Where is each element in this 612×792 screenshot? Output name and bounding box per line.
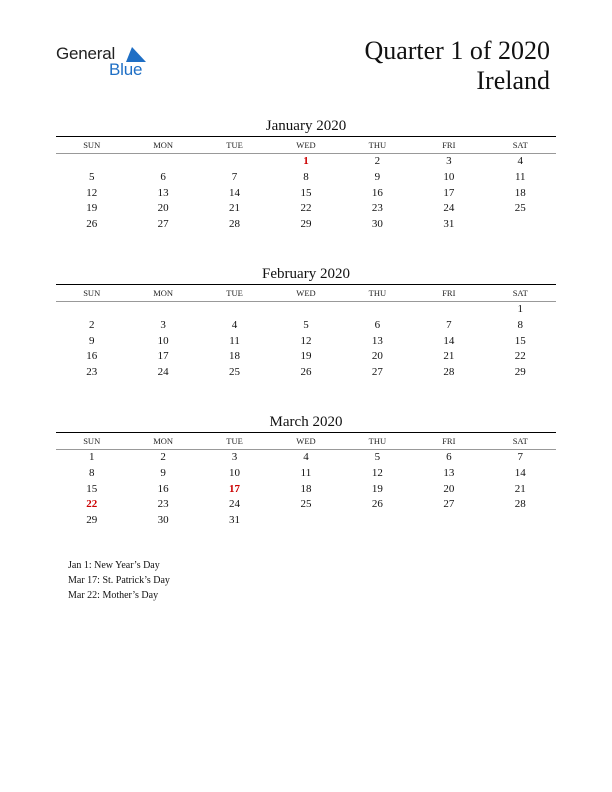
empty-day-cell xyxy=(413,513,484,529)
holiday-notes xyxy=(68,558,170,603)
weekday-header: WED xyxy=(270,285,341,302)
day-cell: 20 xyxy=(371,350,383,363)
day-cell: 28 xyxy=(229,218,241,231)
day-cell: 10 xyxy=(157,334,169,347)
day-cell: 2 xyxy=(88,318,95,331)
day-cell: 7 xyxy=(231,170,238,183)
day-cell: 18 xyxy=(300,482,312,495)
weekday-header: SUN xyxy=(56,433,127,450)
week-row xyxy=(56,482,556,498)
month-title: March 2020 xyxy=(269,414,343,430)
day-cell: 17 xyxy=(443,186,455,199)
week-row xyxy=(56,201,556,217)
weekday-header: THU xyxy=(342,433,413,450)
weekday-header: MON xyxy=(127,285,198,302)
day-cell: 9 xyxy=(160,466,166,479)
day-cell: 8 xyxy=(517,318,524,331)
day-cell: 24 xyxy=(157,366,169,379)
day-cell: 2 xyxy=(374,155,381,167)
weekday-header: THU xyxy=(342,137,413,154)
holiday-note: Mar 22: Mother’s Day xyxy=(68,590,159,601)
day-cell: 13 xyxy=(443,466,455,479)
day-cell: 7 xyxy=(446,318,452,331)
month-january xyxy=(56,116,556,233)
empty-day-cell xyxy=(56,302,127,318)
day-cell: 29 xyxy=(514,366,526,379)
day-cell: 11 xyxy=(514,170,526,183)
calendar-grid xyxy=(56,285,556,381)
day-cell: 20 xyxy=(443,482,455,495)
day-cell: 24 xyxy=(443,202,455,215)
day-cell: 22 xyxy=(300,202,312,215)
day-cell: 11 xyxy=(229,334,240,347)
day-cell: 30 xyxy=(157,514,169,527)
day-cell: 4 xyxy=(303,451,309,463)
day-cell: 23 xyxy=(86,366,98,379)
day-cell: 19 xyxy=(300,350,312,363)
day-cell: 7 xyxy=(517,451,524,463)
day-cell: 5 xyxy=(303,318,309,331)
day-cell: 26 xyxy=(300,366,312,379)
day-cell: 18 xyxy=(514,186,526,199)
day-cell: 12 xyxy=(300,334,312,347)
day-cell: 28 xyxy=(443,366,455,379)
empty-day-cell xyxy=(127,302,198,318)
day-cell: 9 xyxy=(374,170,381,183)
day-cell: 5 xyxy=(374,451,381,463)
day-cell: 25 xyxy=(229,366,241,379)
day-cell: 27 xyxy=(157,218,169,231)
day-cell: 21 xyxy=(514,482,526,495)
day-cell: 17 xyxy=(157,350,169,363)
day-cell: 29 xyxy=(300,218,312,231)
day-cell: 19 xyxy=(86,202,98,215)
empty-day-cell xyxy=(199,302,270,318)
logo-text-general: General xyxy=(56,44,116,63)
day-cell: 31 xyxy=(229,514,241,527)
day-cell: 11 xyxy=(300,466,312,479)
day-cell: 29 xyxy=(86,514,98,527)
empty-day-cell xyxy=(127,154,198,170)
day-cell: 15 xyxy=(300,186,312,199)
day-cell: 14 xyxy=(514,466,526,479)
week-row xyxy=(56,217,556,233)
week-row xyxy=(56,170,556,186)
day-cell: 14 xyxy=(229,186,241,199)
day-cell: 18 xyxy=(229,350,241,363)
day-cell: 10 xyxy=(443,170,455,183)
week-row xyxy=(56,365,556,381)
weekday-header: SAT xyxy=(485,285,556,302)
day-cell: 15 xyxy=(86,482,98,495)
empty-day-cell xyxy=(485,217,556,233)
day-cell: 26 xyxy=(371,498,383,511)
empty-day-cell xyxy=(270,302,341,318)
day-cell: 25 xyxy=(514,202,526,215)
week-row xyxy=(56,513,556,529)
generalblue-logo xyxy=(56,44,156,82)
calendar-grid xyxy=(56,433,556,529)
weekday-header: TUE xyxy=(199,433,270,450)
page-title xyxy=(364,36,550,96)
weekday-header: FRI xyxy=(413,433,484,450)
weekday-header: SUN xyxy=(56,137,127,154)
day-cell: 8 xyxy=(303,170,309,183)
day-cell: 10 xyxy=(229,466,241,479)
day-cell: 21 xyxy=(229,202,241,215)
empty-day-cell xyxy=(342,302,413,318)
day-cell: 13 xyxy=(157,186,169,199)
month-title: February 2020 xyxy=(262,266,350,282)
day-cell: 3 xyxy=(446,155,452,167)
holiday-note: Mar 17: St. Patrick’s Day xyxy=(68,575,170,586)
empty-day-cell xyxy=(56,154,127,170)
weekday-header: FRI xyxy=(413,285,484,302)
weekday-header: TUE xyxy=(199,285,270,302)
day-cell: 26 xyxy=(86,218,98,231)
day-cell: 30 xyxy=(371,218,383,231)
empty-day-cell xyxy=(485,513,556,529)
weekday-header: SAT xyxy=(485,433,556,450)
week-row xyxy=(56,466,556,482)
day-cell: 19 xyxy=(371,482,383,495)
day-cell: 8 xyxy=(88,466,95,479)
week-row xyxy=(56,318,556,334)
empty-day-cell xyxy=(199,154,270,170)
week-row xyxy=(56,497,556,513)
weekday-header: WED xyxy=(270,137,341,154)
day-cell: 24 xyxy=(229,498,241,511)
day-cell: 12 xyxy=(86,186,98,199)
day-cell: 25 xyxy=(300,498,312,511)
day-cell: 23 xyxy=(371,202,383,215)
week-row xyxy=(56,186,556,202)
day-cell: 4 xyxy=(231,318,238,331)
day-cell: 5 xyxy=(88,170,95,183)
day-cell: 15 xyxy=(514,334,526,347)
holiday-note: Jan 1: New Year’s Day xyxy=(68,560,160,571)
empty-day-cell xyxy=(413,302,484,318)
day-cell: 27 xyxy=(443,498,455,511)
week-row xyxy=(56,349,556,365)
day-cell: 20 xyxy=(157,202,169,215)
weekday-header: FRI xyxy=(413,137,484,154)
day-cell: 1 xyxy=(517,303,524,315)
week-row xyxy=(56,450,556,466)
day-cell: 16 xyxy=(157,482,169,495)
month-title: January 2020 xyxy=(265,118,347,134)
day-cell: 6 xyxy=(446,451,452,463)
month-february xyxy=(56,264,556,381)
weekday-header: THU xyxy=(342,285,413,302)
day-cell: 6 xyxy=(160,170,166,183)
day-cell: 21 xyxy=(443,350,455,363)
empty-day-cell xyxy=(270,513,341,529)
day-cell: 1 xyxy=(88,451,95,463)
holiday-day-cell: 1 xyxy=(303,155,309,167)
day-cell: 31 xyxy=(443,218,455,231)
calendar-grid xyxy=(56,137,556,233)
week-row xyxy=(56,302,556,318)
day-cell: 3 xyxy=(231,451,238,463)
weekday-header: MON xyxy=(127,433,198,450)
day-cell: 12 xyxy=(371,466,383,479)
day-cell: 14 xyxy=(443,334,455,347)
day-cell: 9 xyxy=(88,334,95,347)
day-cell: 16 xyxy=(86,350,98,363)
day-cell: 28 xyxy=(514,498,526,511)
weekday-header: TUE xyxy=(199,137,270,154)
day-cell: 6 xyxy=(374,318,381,331)
day-cell: 16 xyxy=(371,186,383,199)
month-march xyxy=(56,412,556,529)
day-cell: 27 xyxy=(371,366,383,379)
logo-text-blue: Blue xyxy=(109,60,143,79)
weekday-header: SAT xyxy=(485,137,556,154)
day-cell: 22 xyxy=(514,350,526,363)
weekday-header: SUN xyxy=(56,285,127,302)
weekday-header: MON xyxy=(127,137,198,154)
day-cell: 23 xyxy=(157,498,169,511)
weekday-header: WED xyxy=(270,433,341,450)
week-row xyxy=(56,334,556,350)
title-quarter: Quarter 1 of 2020 xyxy=(364,36,550,65)
title-country: Ireland xyxy=(476,66,550,95)
day-cell: 4 xyxy=(517,155,524,167)
empty-day-cell xyxy=(342,513,413,529)
week-row xyxy=(56,154,556,170)
day-cell: 2 xyxy=(160,451,166,463)
day-cell: 3 xyxy=(160,318,166,331)
holiday-day-cell: 22 xyxy=(86,498,98,511)
holiday-day-cell: 17 xyxy=(229,482,241,495)
day-cell: 13 xyxy=(371,334,383,347)
